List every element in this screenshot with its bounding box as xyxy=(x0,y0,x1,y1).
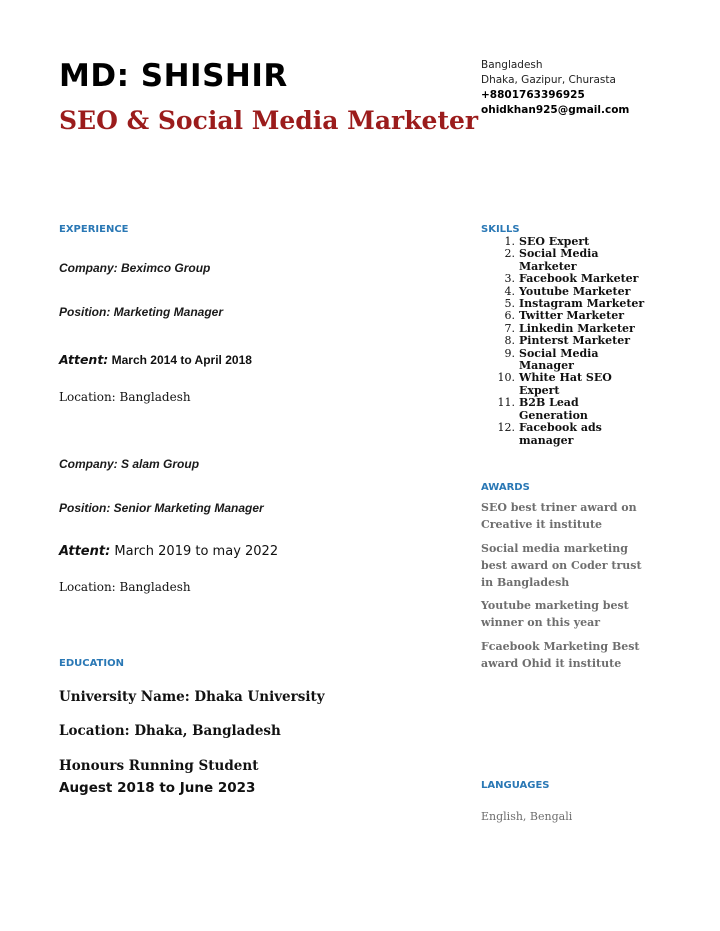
skill-item: 5. Instagram Marketer xyxy=(504,297,645,311)
awards-heading: AWARDS xyxy=(481,482,530,493)
education-dates: Augest 2018 to June 2023 xyxy=(59,780,256,796)
job-company: Company: Beximco Group xyxy=(59,261,211,275)
contact-address: Dhaka, Gazipur, Churasta xyxy=(481,74,616,86)
job-position: Position: Senior Marketing Manager xyxy=(59,501,264,515)
skill-item: 4. Youtube Marketer xyxy=(504,284,631,298)
award-item: Youtube marketing best winner on this year xyxy=(481,599,629,629)
skill-item: 3. Facebook Marketer xyxy=(504,272,639,286)
job-location: Location: Bangladesh xyxy=(59,580,191,594)
education-status: Honours Running Student xyxy=(59,758,259,774)
education-location: Location: Dhaka, Bangladesh xyxy=(59,723,281,739)
skills-heading: SKILLS xyxy=(481,224,520,235)
award-item: Fcaebook Marketing Best award Ohid it institute xyxy=(481,640,640,670)
contact-country: Bangladesh xyxy=(481,59,543,71)
skill-item: 12. Facebook ads manager xyxy=(497,421,602,447)
award-item: Social media marketing best award on Coder trust in Bangladesh xyxy=(481,542,642,589)
experience-heading: EXPERIENCE xyxy=(59,224,129,235)
job-attent xyxy=(59,352,252,367)
languages-heading: LANGUAGES xyxy=(481,780,550,791)
skill-item: 10. White Hat SEO Expert xyxy=(497,371,612,397)
skills-list xyxy=(481,236,651,447)
job-position: Position: Marketing Manager xyxy=(59,305,224,319)
skill-item: 8. Pinterst Marketer xyxy=(504,334,631,348)
job-attent-dates: March 2014 to April 2018 xyxy=(108,353,252,367)
job-attent-label: Attent: xyxy=(59,352,109,367)
languages-value: English, Bengali xyxy=(481,810,573,823)
contact-block xyxy=(481,58,629,118)
skill-item: 1. SEO Expert xyxy=(504,235,590,248)
job-company: Company: S alam Group xyxy=(59,457,200,471)
job-attent-label: Attent: xyxy=(59,544,111,559)
skill-item: 2. Social Media Marketer xyxy=(504,247,599,273)
candidate-name: MD: SHISHIR xyxy=(59,58,288,94)
contact-phone: +8801763396925 xyxy=(481,89,585,101)
job-location: Location: Bangladesh xyxy=(59,390,191,404)
skill-item: 6. Twitter Marketer xyxy=(504,309,625,323)
education-university: University Name: Dhaka University xyxy=(59,689,325,705)
skill-item: 9. Social Media Manager xyxy=(504,346,599,373)
candidate-role: SEO & Social Media Marketer xyxy=(59,106,479,135)
job-attent-dates: March 2019 to may 2022 xyxy=(110,544,279,559)
skill-item: 11. B2B Lead Generation xyxy=(497,396,588,422)
skill-item: 7. Linkedin Marketer xyxy=(504,321,635,335)
job-attent xyxy=(59,544,278,559)
contact-email: ohidkhan925@gmail.com xyxy=(481,104,630,116)
education-heading: EDUCATION xyxy=(59,658,124,669)
award-item: SEO best triner award on Creative it institute xyxy=(481,501,637,531)
